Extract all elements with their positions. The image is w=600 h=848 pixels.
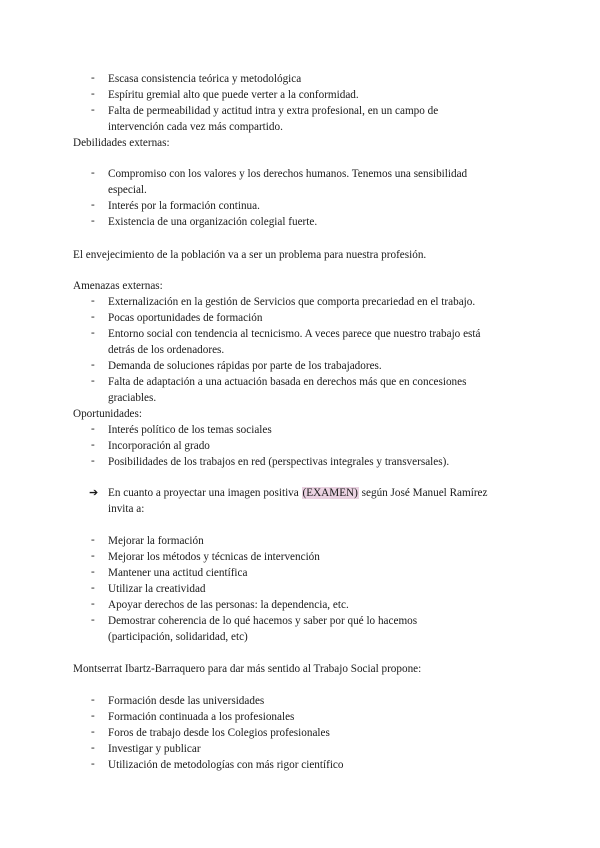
list-item: Pocas oportunidades de formación (108, 312, 263, 324)
list-item: Externalización en la gestión de Servicios que comporta precariedad en el trabajo. (108, 296, 476, 308)
list-item: Espíritu gremial alto que puede verter a la conformidad. (108, 89, 359, 101)
bullet-dash: - (91, 742, 95, 754)
list-item: Falta de permeabilidad y actitud intra y extra profesional, en un campo de (108, 105, 439, 117)
list-item: Existencia de una organización colegial fuerte. (108, 216, 318, 228)
section-heading-amenazas: Amenazas externas: (73, 280, 163, 292)
list-item: Formación continuada a los profesionales (108, 711, 295, 723)
bullet-dash: - (91, 694, 95, 706)
list-item-continuation: (participación, solidaridad, etc) (108, 631, 248, 643)
list-item: Entorno social con tendencia al tecnicismo. A veces parece que nuestro trabajo está (108, 328, 481, 340)
list-item: Demanda de soluciones rápidas por parte de los trabajadores. (108, 360, 382, 372)
bullet-dash: - (91, 566, 95, 578)
list-item: Posibilidades de los trabajos en red (perspectivas integrales y transversales). (108, 456, 450, 468)
list-item: Utilización de metodologías con más rigor científico (108, 759, 344, 771)
paragraph-envejecimiento: El envejecimiento de la población va a ser un problema para nuestra profesión. (73, 249, 427, 261)
arrow-note-continuation: invita a: (108, 503, 145, 515)
bullet-dash: - (91, 359, 95, 371)
bullet-dash: - (91, 327, 95, 339)
list-item-continuation: graciables. (108, 392, 157, 404)
list-item: Foros de trabajo desde los Colegios profesionales (108, 727, 330, 739)
list-item: Mejorar los métodos y técnicas de intervención (108, 551, 320, 563)
list-item: Investigar y publicar (108, 743, 201, 755)
arrow-note-before: En cuanto a proyectar una imagen positiva (108, 487, 302, 499)
bullet-dash: - (91, 455, 95, 467)
bullet-dash: - (91, 726, 95, 738)
list-item: Compromiso con los valores y los derechos humanos. Tenemos una sensibilidad (108, 168, 468, 180)
list-item-continuation: especial. (108, 184, 147, 196)
list-item: Incorporación al grado (108, 440, 210, 452)
bullet-dash: - (91, 167, 95, 179)
arrow-note-after: según José Manuel Ramírez (358, 487, 488, 499)
bullet-dash: - (91, 710, 95, 722)
arrow-right-icon: ➔ (89, 487, 99, 499)
list-item: Mantener una actitud científica (108, 567, 248, 579)
bullet-dash: - (91, 215, 95, 227)
list-item: Formación desde las universidades (108, 695, 265, 707)
bullet-dash: - (91, 582, 95, 594)
bullet-dash: - (91, 534, 95, 546)
list-item-continuation: detrás de los ordenadores. (108, 344, 225, 356)
list-item: Mejorar la formación (108, 535, 204, 547)
list-item: Interés por la formación continua. (108, 200, 260, 212)
list-item: Falta de adaptación a una actuación basada en derechos más que en concesiones (108, 376, 467, 388)
bullet-dash: - (91, 104, 95, 116)
section-heading-debilidades: Debilidades externas: (73, 137, 170, 149)
bullet-dash: - (91, 375, 95, 387)
bullet-dash: - (91, 311, 95, 323)
list-item: Escasa consistencia teórica y metodológica (108, 73, 302, 85)
bullet-dash: - (91, 614, 95, 626)
bullet-dash: - (91, 758, 95, 770)
list-item: Interés político de los temas sociales (108, 424, 272, 436)
bullet-dash: - (91, 295, 95, 307)
bullet-dash: - (91, 439, 95, 451)
list-item: Utilizar la creatividad (108, 583, 206, 595)
arrow-note (108, 486, 487, 501)
list-item-continuation: intervención cada vez más compartido. (108, 121, 283, 133)
bullet-dash: - (91, 72, 95, 84)
list-item: Apoyar derechos de las personas: la dependencia, etc. (108, 599, 349, 611)
paragraph-montserrat: Montserrat Ibartz-Barraquero para dar más sentido al Trabajo Social propone: (73, 663, 422, 675)
bullet-dash: - (91, 88, 95, 100)
list-item: Demostrar coherencia de lo qué hacemos y saber por qué lo hacemos (108, 615, 418, 627)
bullet-dash: - (91, 199, 95, 211)
examen-highlight: (EXAMEN) (302, 487, 358, 499)
bullet-dash: - (91, 598, 95, 610)
bullet-dash: - (91, 550, 95, 562)
section-heading-oportunidades: Oportunidades: (73, 408, 142, 420)
bullet-dash: - (91, 423, 95, 435)
